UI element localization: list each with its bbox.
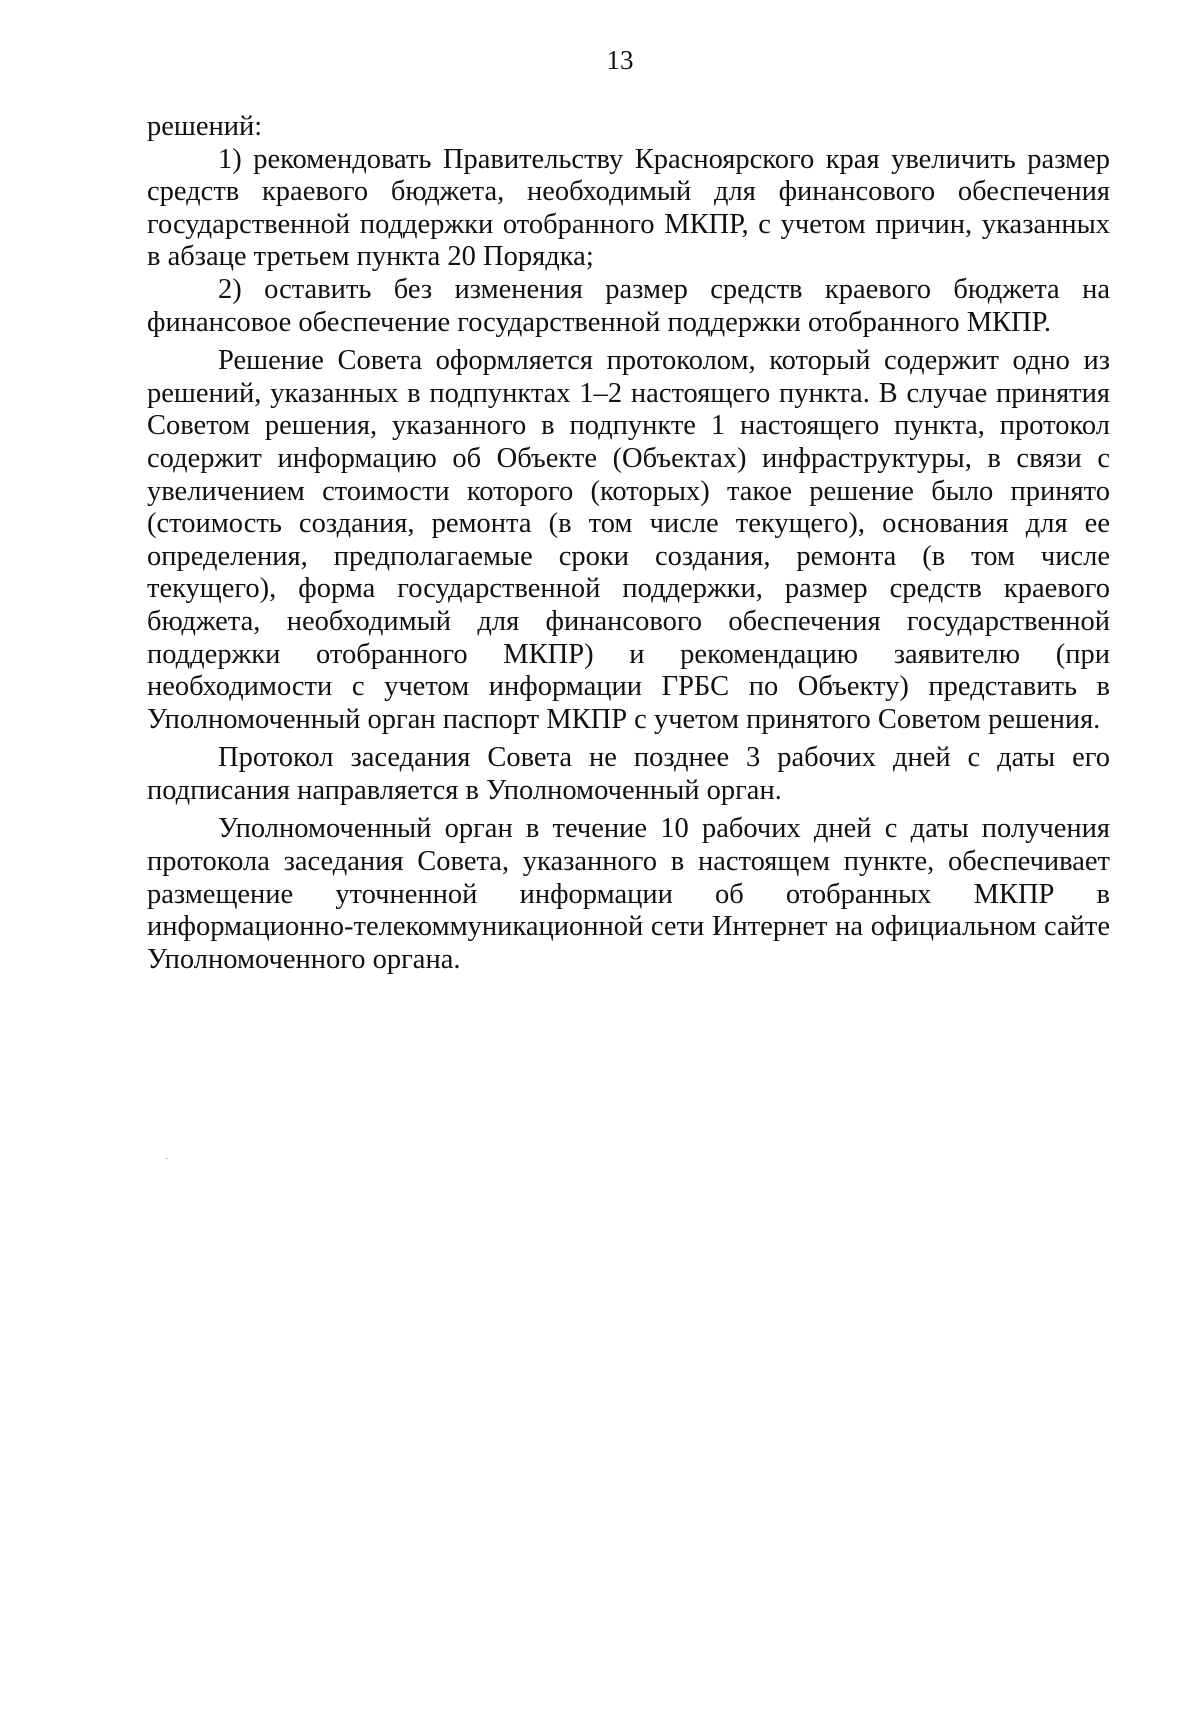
paragraph-council-decision: Решение Совета оформляется протоколом, который содержит одно из решений, указанных в подпунктах 1–2 настоящего пункта. В случае принятия Советом решения, указанного в подпункте 1 настоящего пункта, протокол содержит информацию об Объекте (Объектах) инфраструктуры, в связи с увеличением стоимости которого (которых) такое решение было принято (стоимость создания, ремонта (в том числе текущего), основания для ее определения, предполагаемые сроки создания, ремонта (в том числе текущего), форма государственной поддержки, размер средств краевого бюджета, необходимый для финансового обеспечения государственной поддержки отобранного МКПР) и рекомендацию заявителю (при необходимости с учетом информации ГРБС по Объекту) представить в Уполномоченный орган паспорт МКПР с учетом принятого Советом решения. xyxy=(147,345,1110,735)
paragraph-item-2: 2) оставить без изменения размер средств краевого бюджета на финансовое обеспечение государственной поддержки отобранного МКПР. xyxy=(147,273,1110,338)
scan-speck xyxy=(166,1158,168,1159)
page-number: 13 xyxy=(606,45,634,75)
document-body xyxy=(147,111,1110,976)
paragraph-continuation: решений: xyxy=(147,111,263,142)
paragraph-publication: Уполномоченный орган в течение 10 рабочих дней с даты получения протокола заседания Совета, указанного в настоящем пункте, обеспечивает размещение уточненной информации об отобранных МКПР в информационно-телекоммуникационной сети Интернет на официальном сайте Уполномоченного органа. xyxy=(147,813,1110,975)
paragraph-item-1: 1) рекомендовать Правительству Красноярского края увеличить размер средств краевого бюджета, необходимый для финансового обеспечения государственной поддержки отобранного МКПР, с учетом причин, указанных в абзаце третьем пункта 20 Порядка; xyxy=(147,143,1110,273)
paragraph-protocol: Протокол заседания Совета не позднее 3 рабочих дней с даты его подписания направляется в Уполномоченный орган. xyxy=(147,742,1110,806)
